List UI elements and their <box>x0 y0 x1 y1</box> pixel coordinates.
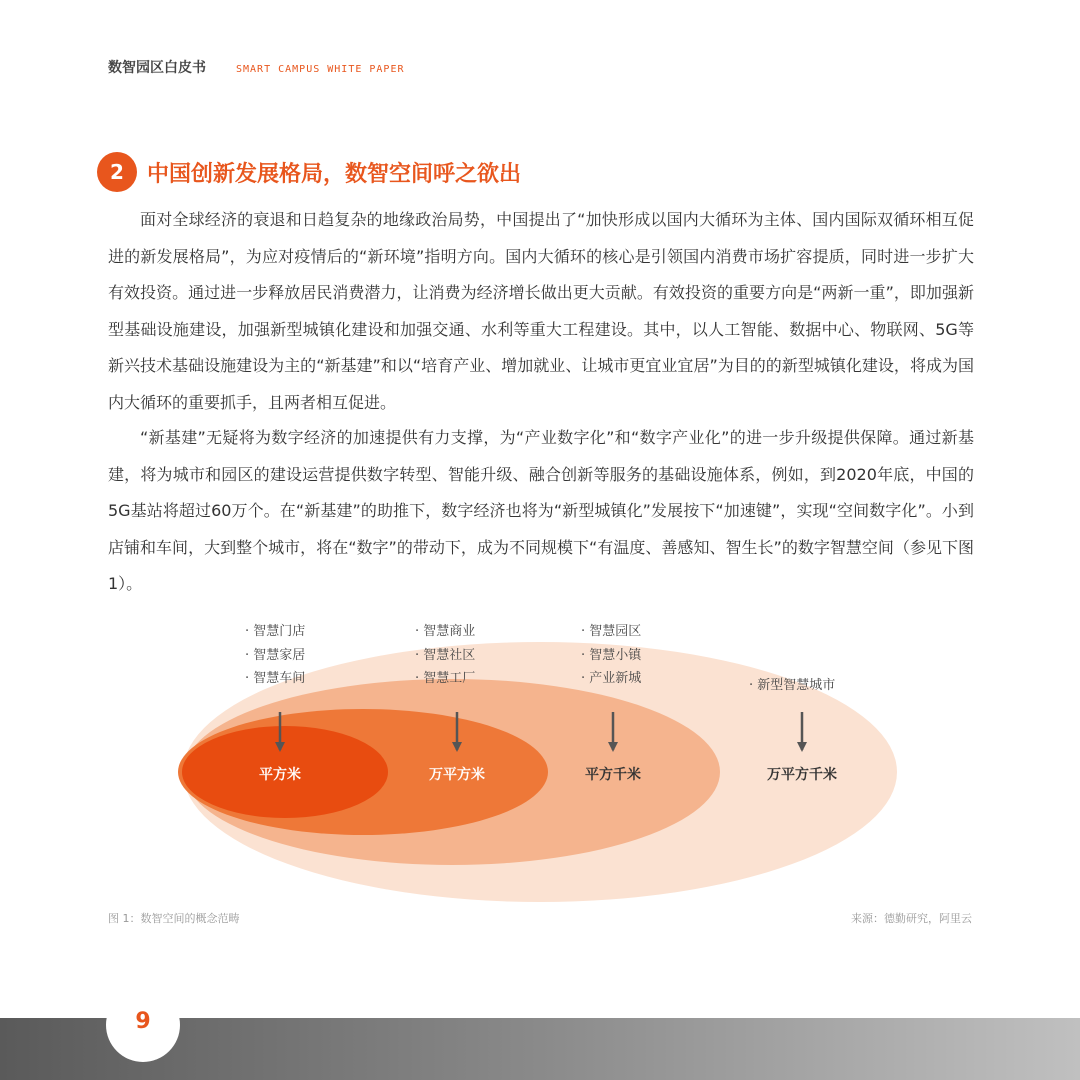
scope-item: · 智慧商业 <box>415 620 475 644</box>
scale-label-1: 平方米 <box>259 767 301 783</box>
figure-caption: 图 1：数智空间的概念范畴 <box>108 912 240 925</box>
scale-label-4: 万平方千米 <box>767 767 837 783</box>
scale-label-2: 万平方米 <box>429 767 485 783</box>
scope-items-3 <box>581 620 641 691</box>
section-title: 中国创新发展格局，数智空间呼之欲出 <box>147 161 522 187</box>
header-title-cn: 数智园区白皮书 <box>108 60 206 76</box>
scope-item: · 智慧门店 <box>245 620 305 644</box>
scope-item: · 新型智慧城市 <box>749 674 835 698</box>
scope-item: · 智慧社区 <box>415 644 475 668</box>
scope-items-4 <box>749 674 835 698</box>
scope-items-1 <box>245 620 305 691</box>
header-title-en: SMART CAMPUS WHITE PAPER <box>236 64 405 75</box>
scope-items-2 <box>415 620 475 691</box>
space-scope-diagram <box>175 612 905 912</box>
scope-item: · 产业新城 <box>581 667 641 691</box>
section-heading <box>97 152 521 192</box>
scope-item: · 智慧车间 <box>245 667 305 691</box>
body-paragraph-2: “新基建”无疑将为数字经济的加速提供有力支撑，为“产业数字化”和“数字产业化”的进一步升级提供保障。通过新基建，将为城市和园区的建设运营提供数字转型、智能升级、融合创新等服务的基础设施体系，例如，到2020年底，中国的5G基站将超过60万个。在“新基建”的助推下，数字经济也将为“新型城镇化”发展按下“加速键”，实现“空间数字化”。小到店铺和车间，大到整个城市，将在“数字”的带动下，成为不同规模下“有温度、善感知、智生长”的数字智慧空间（参见下图1）。 <box>108 428 974 593</box>
page-number-badge <box>106 988 180 1062</box>
figure-source: 来源：德勤研究，阿里云 <box>851 912 972 925</box>
page-header <box>108 57 405 77</box>
body-paragraph-1: 面对全球经济的衰退和日趋复杂的地缘政治局势，中国提出了“加快形成以国内大循环为主体、国内国际双循环相互促进的新发展格局”，为应对疫情后的“新环境”指明方向。国内大循环的核心是引领国内消费市场扩容提质，同时进一步扩大有效投资。通过进一步释放居民消费潜力，让消费为经济增长做出更大贡献。有效投资的重要方向是“两新一重”，即加强新型基础设施建设，加强新型城镇化建设和加强交通、水利等重大工程建设。其中，以人工智能、数据中心、物联网、5G等新兴技术基础设施建设为主的“新基建”和以“培育产业、增加就业、让城市更宜业宜居”为目的的新型城镇化建设，将成为国内大循环的重要抓手，且两者相互促进。 <box>108 210 974 412</box>
section-number-badge: 2 <box>97 152 137 192</box>
scope-item: · 智慧工厂 <box>415 667 475 691</box>
scope-item: · 智慧园区 <box>581 620 641 644</box>
scale-label-3: 平方千米 <box>585 767 641 783</box>
scope-item: · 智慧小镇 <box>581 644 641 668</box>
scope-item: · 智慧家居 <box>245 644 305 668</box>
page-number: 9 <box>135 1008 151 1034</box>
